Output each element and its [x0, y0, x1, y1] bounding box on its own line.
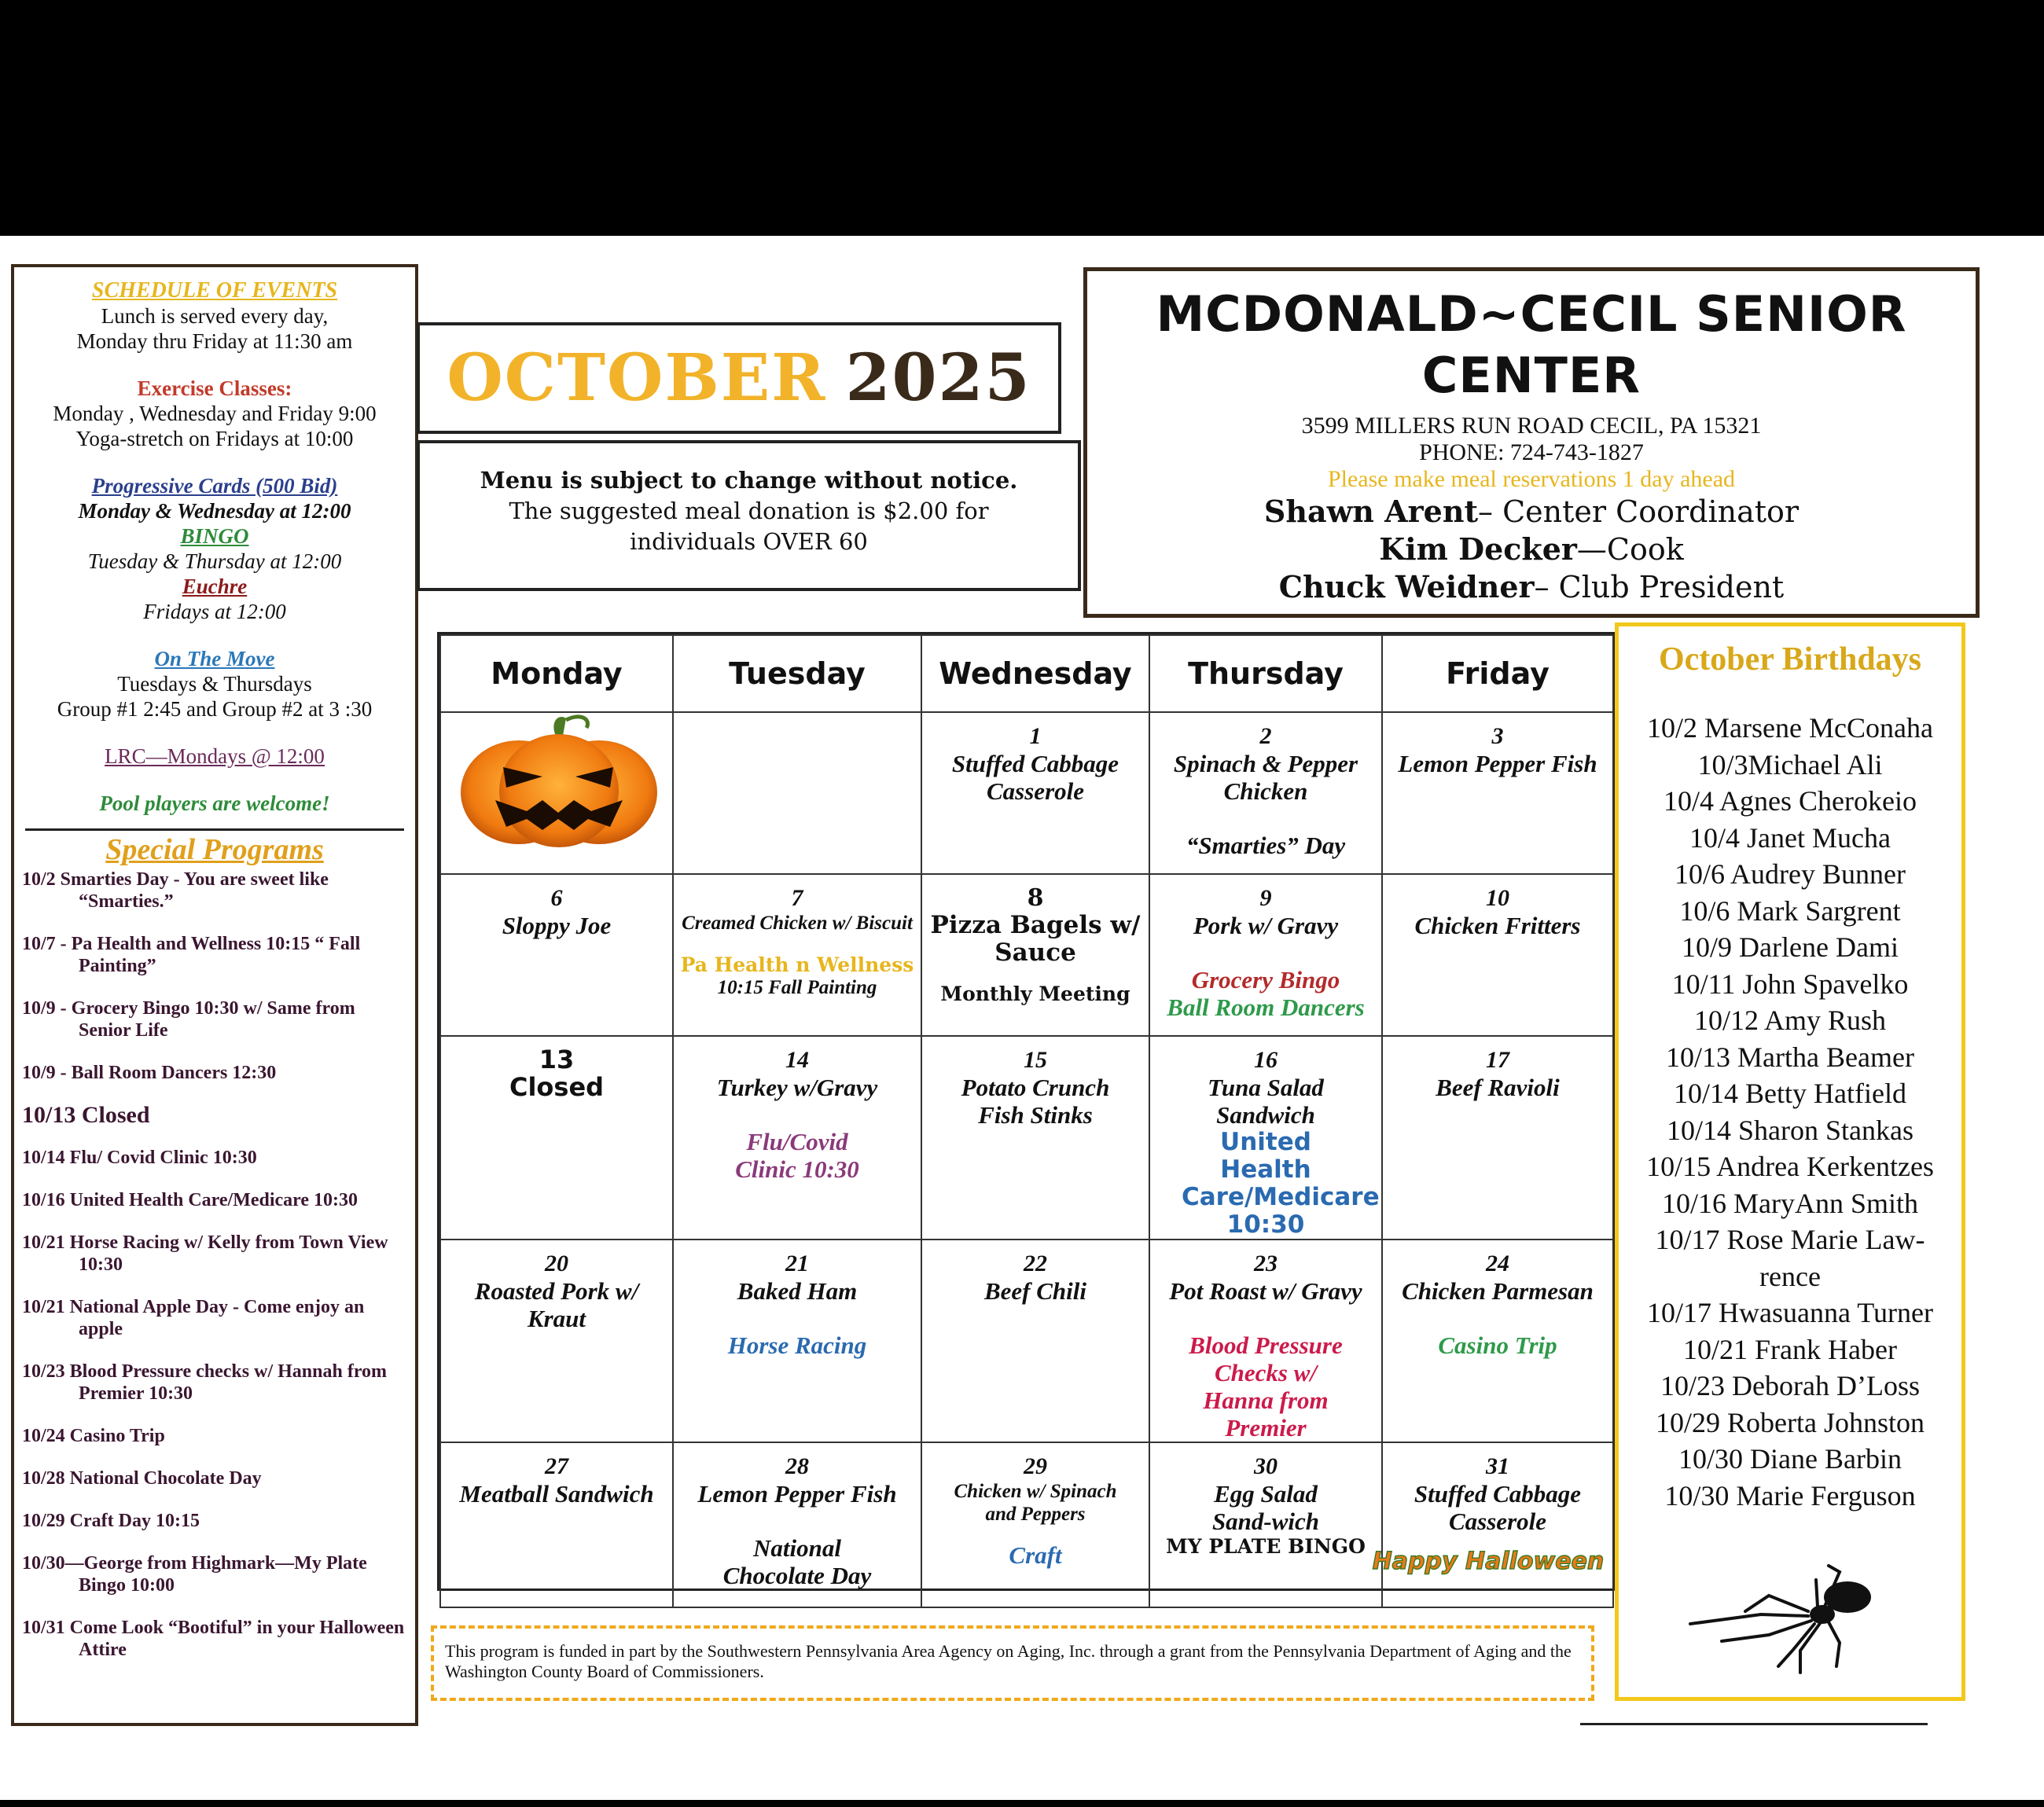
meal: Chicken w/ Spinach and Peppers: [954, 1481, 1117, 1525]
day-number: 6: [550, 885, 563, 911]
event-note: “Smarties” Day: [1186, 832, 1346, 859]
calendar-cell: [921, 712, 1149, 874]
meal: Lemon Pepper Fish: [697, 1480, 897, 1508]
center-name-line-2: CENTER: [1421, 347, 1641, 404]
special-item: 10/24 Casino Trip: [22, 1426, 165, 1446]
menu-note: [417, 440, 1081, 591]
move-title: On The Move: [154, 647, 275, 670]
meal: Turkey w/Gravy: [716, 1074, 878, 1101]
event-note: Flu/Covid Clinic 10:30: [735, 1128, 859, 1183]
schedule-title: SCHEDULE OF EVENTS: [91, 278, 338, 303]
calendar-cell: [1149, 712, 1382, 874]
birthday-item: 10/23 Deborah D’Loss: [1660, 1370, 1920, 1401]
day-number: 8: [1027, 884, 1044, 912]
funding-note: This program is funded in part by the Southwestern Pennsylvania Area Agency on Aging, Inc. through a grant from the Pennsylvania Department of Aging and the Washington County Board of Commissioners.: [431, 1625, 1594, 1701]
calendar-cell: [1382, 1036, 1613, 1240]
birthday-panel: [1615, 623, 1965, 1701]
event-note: Casino Trip: [1438, 1331, 1557, 1359]
meal: Chicken Fritters: [1414, 912, 1581, 939]
day-number: 28: [785, 1453, 809, 1479]
calendar-cell: [1149, 874, 1382, 1036]
calendar-cell: [1149, 1240, 1382, 1442]
exercise-line-2: Yoga-stretch on Fridays at 10:00: [75, 427, 354, 450]
spider-icon: [1682, 1564, 1910, 1678]
month-name: OCTOBER: [447, 340, 827, 416]
special-item: 10/21 National Apple Day - Come enjoy an apple: [22, 1297, 365, 1339]
event-note: Grocery Bingo: [1191, 966, 1340, 993]
calendar-week: [440, 874, 1613, 1036]
birthday-item: 10/6 Mark Sargrent: [1679, 894, 1901, 927]
special-programs-title: Special Programs: [105, 833, 324, 866]
calendar-cell: [1149, 1442, 1382, 1607]
birthday-item: 10/15 Andrea Kerkentzes: [1646, 1151, 1934, 1182]
exercise-title: Exercise Classes:: [137, 376, 292, 400]
center-name-line-1: MCDONALD~CECIL SENIOR: [1156, 285, 1907, 343]
special-item: 10/9 - Ball Room Dancers 12:30: [22, 1063, 277, 1083]
staff-name: Kim Decker: [1379, 531, 1577, 567]
calendar-week: [440, 1036, 1613, 1240]
special-item: 10/28 National Chocolate Day: [22, 1468, 262, 1489]
calendar-cell: [673, 1036, 921, 1240]
calendar-cell: [1382, 1240, 1613, 1442]
meal: Chicken Parmesan: [1402, 1277, 1594, 1305]
special-item: 10/29 Craft Day 10:15: [22, 1511, 200, 1531]
day-number: 27: [545, 1453, 568, 1479]
birthday-item: 10/30 Marie Ferguson: [1664, 1479, 1916, 1511]
staff-name: Chuck Weidner: [1278, 569, 1535, 604]
special-item: 10/23 Blood Pressure checks w/ Hannah from Premier 10:30: [22, 1361, 388, 1404]
euchre-title: Euchre: [182, 575, 248, 598]
meal: Egg Salad Sand-wich: [1211, 1480, 1320, 1535]
calendar-cell: [921, 1036, 1149, 1240]
event-note: United Health Care/Medicare 10:30: [1182, 1128, 1380, 1239]
day-number: 21: [785, 1251, 809, 1276]
bingo-time: Tuesday & Thursday at 12:00: [87, 549, 342, 573]
birthday-item: 10/14 Sharon Stankas: [1667, 1114, 1913, 1146]
birthday-item: 10/16 MaryAnn Smith: [1661, 1187, 1918, 1219]
menu-note-line-1: Menu is subject to change without notice.: [480, 467, 1018, 494]
bingo-title: BINGO: [180, 524, 249, 548]
birthday-item: 10/3Michael Ali: [1697, 748, 1883, 780]
move-line-1: Tuesdays & Thursdays: [117, 672, 312, 696]
center-header: [1083, 267, 1980, 618]
day-header: Tuesday: [673, 635, 921, 712]
calendar-cell: [1149, 1036, 1382, 1240]
month-year: 2025: [845, 340, 1031, 416]
day-number: 2: [1259, 723, 1272, 749]
day-number: 30: [1254, 1453, 1278, 1479]
meal: Stuffed Cabbage Casserole: [1414, 1480, 1582, 1535]
schedule-panel: [11, 264, 418, 1726]
event-note: Blood Pressure Checks w/ Hanna from Premier: [1189, 1331, 1343, 1442]
birthday-item: 10/11 John Spavelko: [1671, 968, 1909, 1000]
reservation-note: Please make meal reservations 1 day ahead: [1327, 466, 1736, 492]
meal: Potato Crunch Fish Stinks: [961, 1074, 1110, 1129]
meal: Tuna Salad Sandwich: [1208, 1074, 1324, 1129]
pool-line: Pool players are welcome!: [99, 791, 330, 815]
event-note: Craft: [1009, 1541, 1062, 1569]
calendar-cell: [673, 874, 921, 1036]
month-title: [417, 322, 1061, 434]
special-item: 10/31 Come Look “Bootiful” in your Halloween Attire: [22, 1618, 405, 1660]
special-item: 10/13 Closed: [22, 1102, 150, 1128]
meal: Pizza Bagels w/ Sauce: [930, 911, 1141, 967]
calendar-cell: [921, 1442, 1149, 1607]
calendar-cell: [1382, 712, 1613, 874]
happy-halloween-text: Happy Halloween: [1372, 1548, 1605, 1575]
birthday-item: 10/6 Audrey Bunner: [1675, 858, 1906, 890]
calendar-cell: [673, 1240, 921, 1442]
birthday-item: 10/14 Betty Hatfield: [1674, 1078, 1906, 1109]
event-note: 10:15 Fall Painting: [717, 977, 877, 998]
meal: Creamed Chicken w/ Biscuit: [682, 913, 913, 934]
birthday-item: 10/12 Amy Rush: [1693, 1005, 1887, 1036]
meal: Baked Ham: [737, 1277, 858, 1305]
calendar-cell: [673, 712, 921, 874]
day-number: 16: [1254, 1047, 1278, 1073]
bottom-rule: [1580, 1723, 1928, 1725]
day-number: 15: [1024, 1047, 1047, 1073]
special-item: 10/2 Smarties Day - You are sweet like “Smarties.”: [22, 869, 329, 912]
euchre-time: Fridays at 12:00: [143, 600, 286, 623]
event-note: MY PLATE BINGO: [1166, 1535, 1366, 1558]
meal: Pot Roast w/ Gravy: [1169, 1277, 1362, 1305]
special-item: 10/7 - Pa Health and Wellness 10:15 “ Fall Painting”: [22, 934, 361, 976]
day-header: Monday: [440, 635, 673, 712]
meal: Pork w/ Gravy: [1193, 912, 1339, 939]
day-number: 9: [1259, 885, 1272, 911]
panel-divider: [25, 828, 404, 831]
lunch-line-2: Monday thru Friday at 11:30 am: [76, 329, 353, 353]
day-number: 24: [1486, 1251, 1509, 1276]
calendar-cell: [1382, 874, 1613, 1036]
center-address: 3599 MILLERS RUN ROAD CECIL, PA 15321: [1301, 413, 1762, 439]
menu-note-line-2: The suggested meal donation is $2.00 for: [509, 498, 989, 524]
calendar-week: [440, 1240, 1613, 1442]
special-programs-list: [22, 869, 407, 1661]
calendar-cell: [440, 1240, 673, 1442]
meal: Stuffed Cabbage Casserole: [951, 750, 1119, 805]
day-number: 14: [785, 1047, 809, 1073]
staff-role: – Center Coordinator: [1478, 494, 1800, 529]
calendar-header-row: [440, 635, 1613, 712]
special-item: 10/30—George from Highmark—My Plate Bingo 10:00: [22, 1553, 367, 1596]
day-number: 7: [791, 885, 803, 911]
meal: Meatball Sandwich: [459, 1480, 654, 1508]
jack-o-lantern-icon: [456, 712, 662, 853]
day-number: 17: [1486, 1047, 1509, 1073]
day-number: 31: [1486, 1453, 1509, 1479]
exercise-line-1: Monday , Wednesday and Friday 9:00: [53, 402, 377, 425]
staff-role: – Club President: [1534, 570, 1785, 604]
birthday-item: 10/30 Diane Barbin: [1678, 1443, 1902, 1475]
calendar-cell: [921, 1240, 1149, 1442]
calendar-cell: [440, 1036, 673, 1240]
staff-name: Shawn Arent: [1263, 494, 1479, 529]
birthday-item: 10/21 Frank Haber: [1683, 1333, 1897, 1365]
day-number: 1: [1029, 723, 1042, 749]
event-note: Ball Room Dancers: [1167, 993, 1365, 1021]
calendar-cell: [440, 874, 673, 1036]
center-name: [1087, 284, 1976, 406]
birthday-item: 10/17 Hwasuanna Turner: [1647, 1297, 1933, 1328]
lrc-line: LRC—Mondays @ 12:00: [105, 744, 325, 768]
meal: Sloppy Joe: [502, 912, 612, 939]
birthday-item: 10/2 Marsene McConaha: [1647, 712, 1933, 744]
special-item: 10/16 United Health Care/Medicare 10:30: [22, 1190, 358, 1210]
meal: Beef Ravioli: [1436, 1074, 1560, 1101]
staff-line: [1087, 493, 1976, 531]
menu-note-line-3: individuals OVER 60: [630, 528, 868, 555]
day-header: Friday: [1382, 635, 1613, 712]
lunch-line-1: Lunch is served every day,: [101, 304, 329, 328]
event-note: Horse Racing: [727, 1331, 867, 1359]
special-item: 10/9 - Grocery Bingo 10:30 w/ Same from Senior Life: [22, 998, 355, 1041]
staff-line: [1087, 568, 1976, 606]
event-note: National Chocolate Day: [722, 1534, 872, 1589]
day-number: 23: [1254, 1251, 1278, 1276]
event-note: Monthly Meeting: [940, 982, 1130, 1005]
meal: Lemon Pepper Fish: [1398, 750, 1597, 777]
meal: Beef Chili: [983, 1277, 1087, 1305]
day-number: 22: [1024, 1251, 1047, 1276]
meal: Closed: [509, 1072, 605, 1102]
meal: Roasted Pork w/ Kraut: [474, 1277, 639, 1332]
birthday-list: [1619, 710, 1961, 1514]
birthday-item: 10/4 Janet Mucha: [1689, 821, 1891, 854]
cards-title: Progressive Cards (500 Bid): [91, 474, 338, 498]
birthday-title: October Birthdays: [1658, 641, 1922, 678]
calendar-cell: [440, 1442, 673, 1607]
birthday-item: 10/17 Rose Marie Law-rence: [1655, 1224, 1925, 1292]
birthday-item: 10/29 Roberta Johnston: [1656, 1406, 1925, 1438]
move-line-2: Group #1 2:45 and Group #2 at 3 :30: [57, 697, 373, 721]
day-header: Thursday: [1149, 635, 1382, 712]
day-number: 10: [1486, 885, 1509, 911]
center-phone: PHONE: 724-743-1827: [1419, 439, 1644, 465]
birthday-item: 10/4 Agnes Cherokeio: [1664, 785, 1917, 817]
special-item: 10/14 Flu/ Covid Clinic 10:30: [22, 1148, 257, 1168]
special-item: 10/21 Horse Racing w/ Kelly from Town View 10:30: [22, 1232, 388, 1275]
day-number: 29: [1024, 1453, 1047, 1479]
event-note: Pa Health n Wellness: [680, 953, 914, 976]
calendar-cell: [921, 874, 1149, 1036]
calendar-cell: [673, 1442, 921, 1607]
cards-time: Monday & Wednesday at 12:00: [78, 499, 351, 523]
day-number: 20: [545, 1251, 568, 1276]
day-header: Wednesday: [921, 635, 1149, 712]
staff-role: —Cook: [1576, 532, 1684, 567]
staff-line: [1087, 531, 1976, 568]
meal: Spinach & Pepper Chicken: [1173, 750, 1358, 805]
day-number: 13: [539, 1045, 575, 1074]
happy-halloween-icon: [1366, 1541, 1610, 1585]
birthday-item: 10/13 Martha Beamer: [1666, 1041, 1914, 1073]
birthday-item: 10/9 Darlene Dami: [1682, 931, 1899, 963]
day-number: 3: [1491, 723, 1504, 749]
page-bottom-edge: [0, 1800, 2044, 1807]
